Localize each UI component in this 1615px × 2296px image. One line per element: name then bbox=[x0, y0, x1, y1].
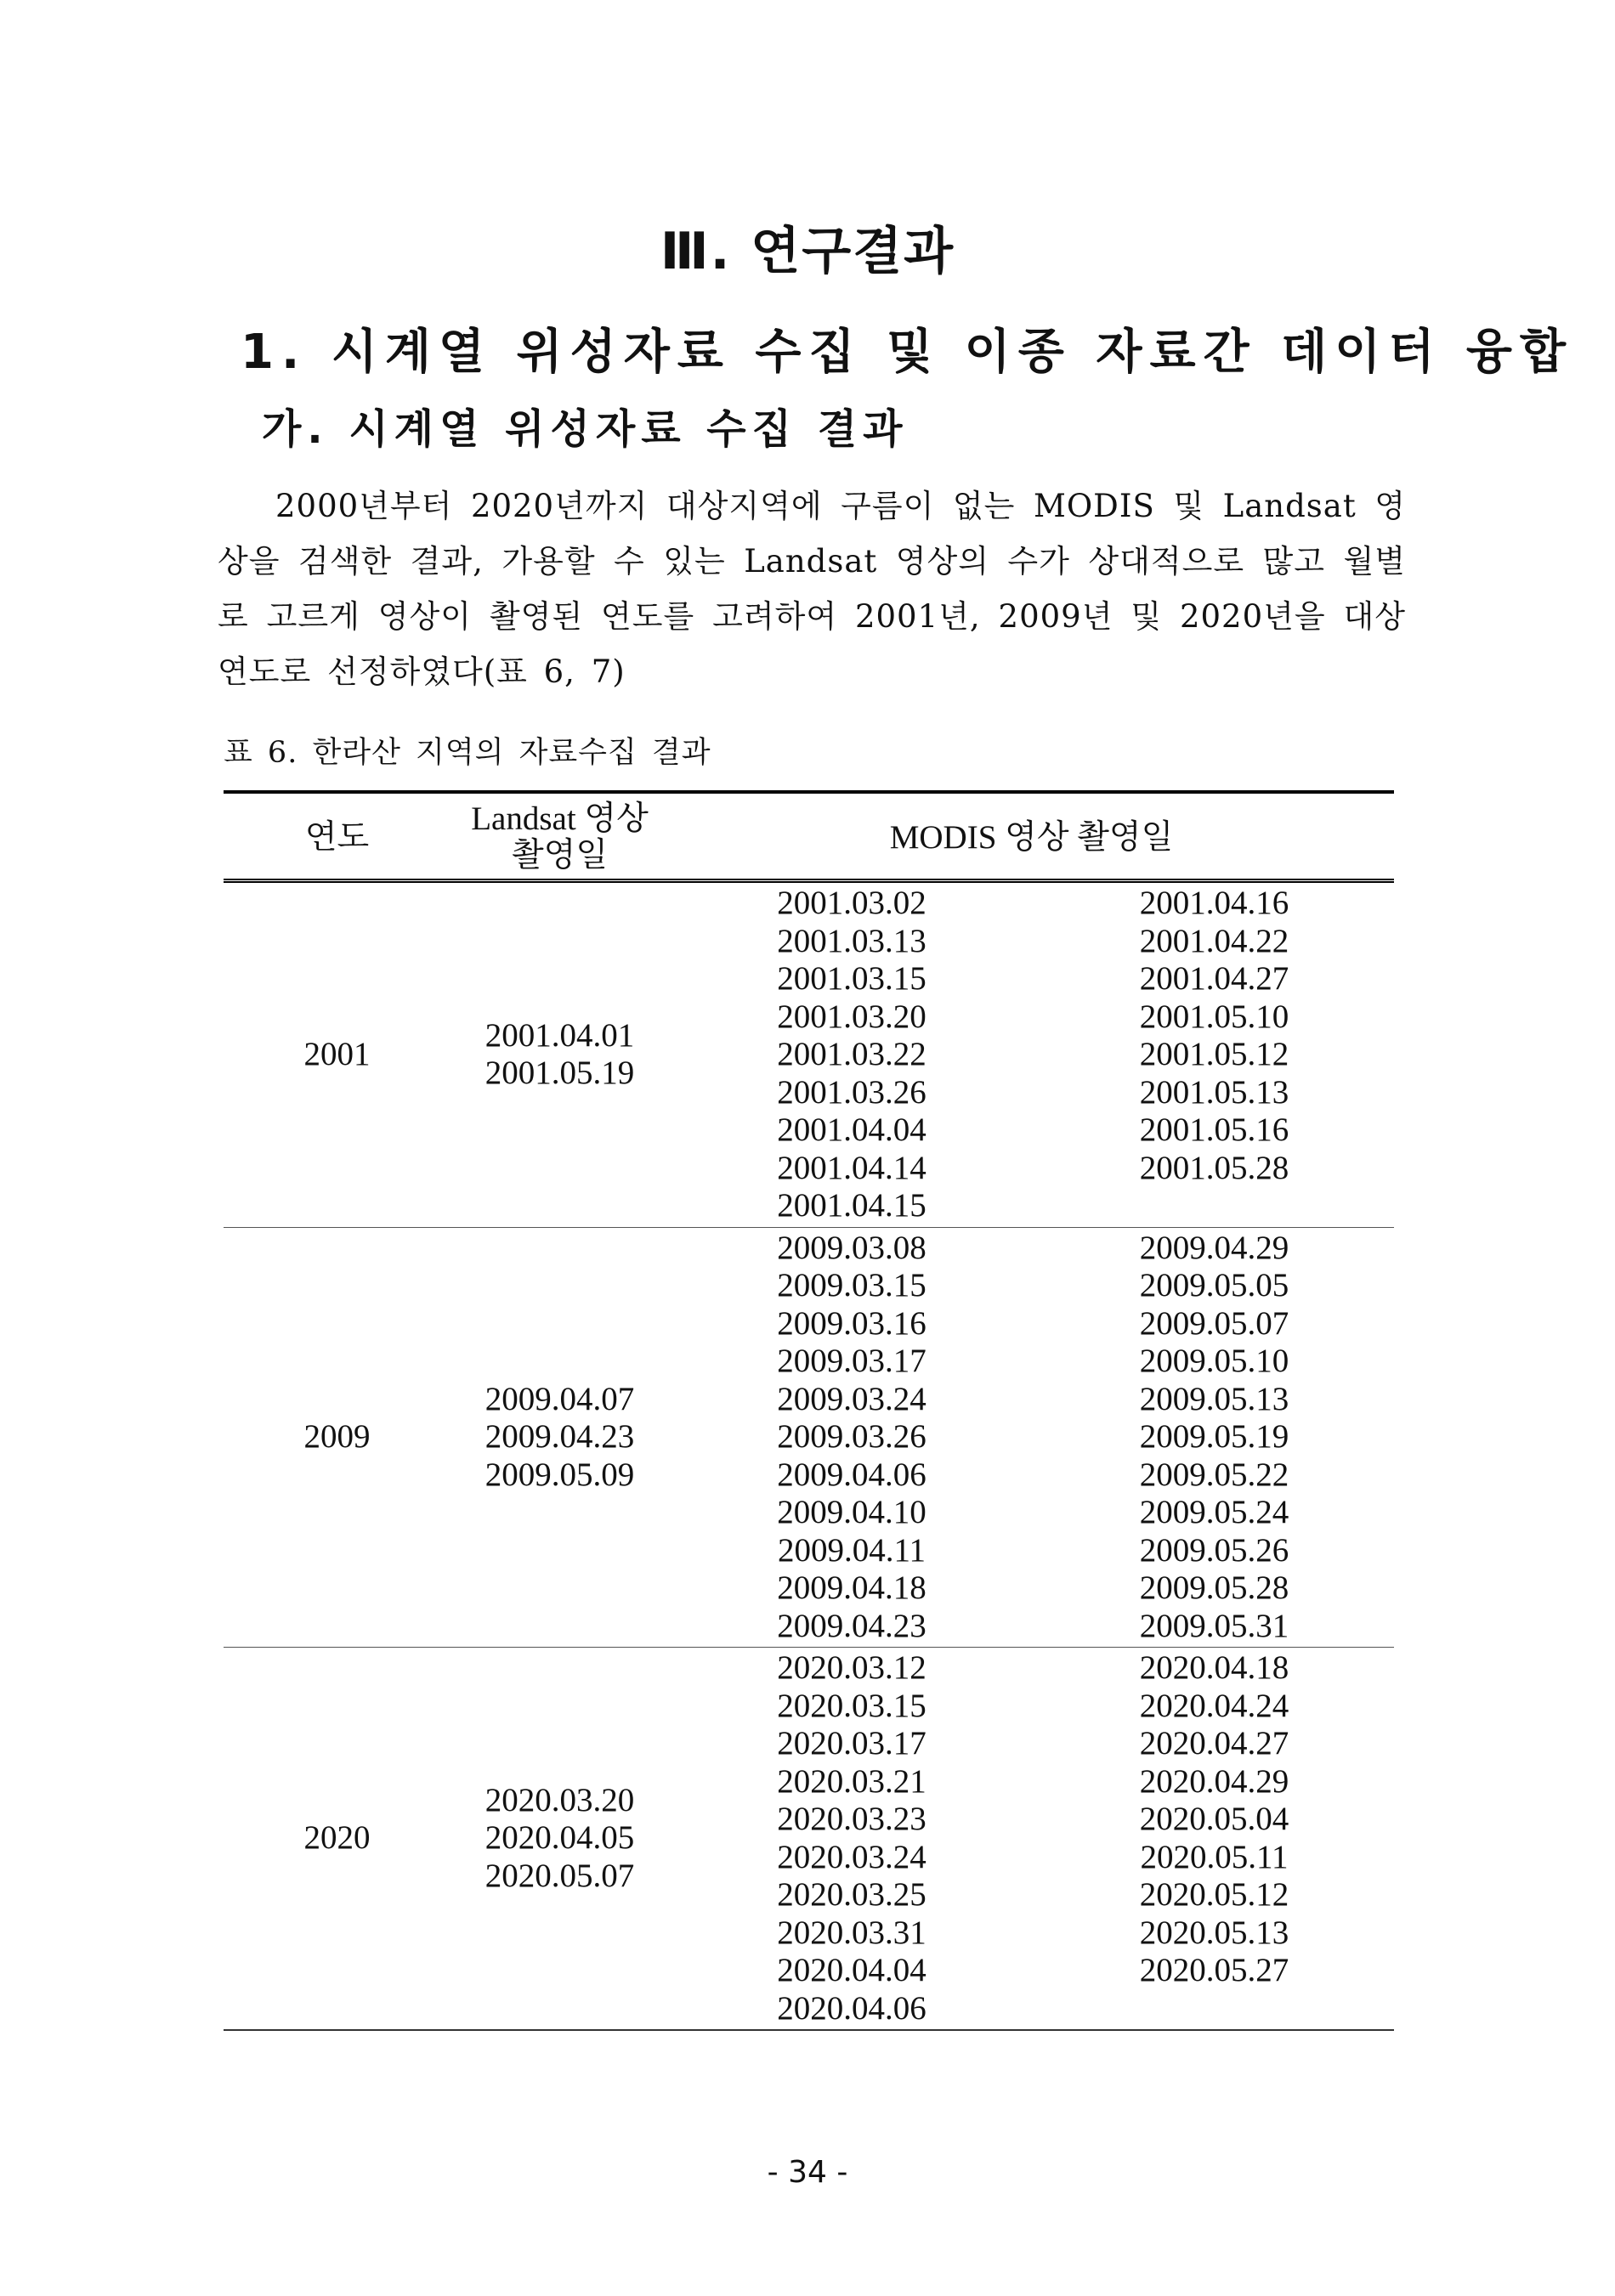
modis-date: 2001.04.27 bbox=[1139, 960, 1289, 997]
landsat-date: 2009.05.09 bbox=[484, 1456, 635, 1493]
landsat-dates-cell bbox=[450, 1648, 669, 2031]
data-collection-table bbox=[224, 790, 1394, 2031]
modis-date: 2009.05.31 bbox=[1139, 1607, 1289, 1644]
modis-date: 2001.05.10 bbox=[1139, 998, 1289, 1035]
modis-date: 2001.03.13 bbox=[777, 922, 926, 959]
table-row bbox=[224, 881, 1394, 1228]
modis-right-dates-cell bbox=[1034, 1227, 1394, 1648]
modis-date: 2001.05.13 bbox=[1139, 1073, 1289, 1111]
modis-date: 2001.03.26 bbox=[777, 1073, 926, 1111]
modis-date: 2001.03.02 bbox=[777, 885, 926, 921]
modis-date: 2020.04.29 bbox=[1139, 1762, 1289, 1800]
modis-date: 2001.03.22 bbox=[777, 1036, 926, 1072]
modis-date: 2020.05.13 bbox=[1139, 1914, 1289, 1951]
modis-right-dates-cell bbox=[1034, 1648, 1394, 2031]
modis-date: 2009.03.08 bbox=[777, 1229, 926, 1266]
modis-date: 2020.04.27 bbox=[1139, 1725, 1289, 1762]
modis-date: 2009.04.29 bbox=[1139, 1229, 1289, 1266]
modis-date: 2009.05.07 bbox=[1139, 1304, 1289, 1342]
modis-date: 2009.04.11 bbox=[777, 1531, 926, 1569]
modis-date: 2001.04.16 bbox=[1139, 885, 1289, 921]
table-header-row bbox=[224, 792, 1394, 881]
modis-date: 2009.05.10 bbox=[1139, 1343, 1289, 1379]
modis-date: 2009.05.19 bbox=[1139, 1418, 1289, 1455]
landsat-date: 2009.04.07 bbox=[484, 1380, 635, 1417]
modis-date: 2020.05.27 bbox=[1139, 1952, 1289, 1988]
table-caption: 표 6. 한라산 지역의 자료수집 결과 bbox=[224, 736, 711, 770]
modis-date: 2009.05.22 bbox=[1139, 1456, 1289, 1493]
modis-date: 2020.04.18 bbox=[1139, 1649, 1289, 1686]
modis-date: 2020.05.11 bbox=[1140, 1838, 1289, 1875]
modis-date: 2020.04.24 bbox=[1139, 1687, 1289, 1724]
year-cell: 2020 bbox=[224, 1648, 450, 2031]
chapter-title: Ⅲ. 연구결과 bbox=[660, 222, 955, 281]
landsat-date: 2020.05.07 bbox=[484, 1857, 635, 1894]
modis-date: 2020.03.31 bbox=[777, 1914, 926, 1951]
modis-date: 2009.03.17 bbox=[777, 1343, 926, 1379]
header-modis: MODIS 영상 촬영일 bbox=[669, 792, 1394, 881]
body-paragraph: 2000년부터 2020년까지 대상지역에 구름이 없는 MODIS 및 Landsat 영상을 검색한 결과, 가용할 수 있는 Landsat 영상의 수가 상대적으로 많고 월별로 고르게 영상이 촬영된 연도를 고려하여 2001년, 2009년 및 2020년을 대상연도로 선정하였다(표 6, 7) bbox=[218, 488, 1406, 690]
modis-date: 2001.03.20 bbox=[777, 998, 926, 1035]
modis-date: 2001.05.12 bbox=[1139, 1036, 1289, 1072]
subsection-title: 가. 시계열 위성자료 수집 결과 bbox=[262, 405, 909, 453]
modis-date: 2009.03.24 bbox=[777, 1380, 926, 1417]
modis-date: 2009.05.28 bbox=[1139, 1569, 1289, 1606]
modis-date: 2009.05.05 bbox=[1139, 1267, 1289, 1304]
modis-date: 2009.03.15 bbox=[777, 1267, 926, 1304]
modis-date: 2020.03.24 bbox=[777, 1838, 926, 1875]
header-landsat-line2: 촬영일 bbox=[511, 837, 609, 874]
landsat-date: 2020.03.20 bbox=[484, 1781, 635, 1818]
modis-date: 2001.04.14 bbox=[777, 1149, 926, 1186]
modis-date: 2020.04.06 bbox=[777, 1989, 926, 2027]
modis-date: 2009.04.23 bbox=[777, 1607, 926, 1644]
modis-date: 2001.05.28 bbox=[1139, 1149, 1289, 1186]
modis-date: 2020.03.12 bbox=[777, 1649, 926, 1686]
modis-date: 2009.03.26 bbox=[777, 1418, 926, 1455]
modis-date: 2020.03.25 bbox=[777, 1876, 926, 1913]
header-year: 연도 bbox=[224, 792, 450, 881]
header-landsat-line1: Landsat 영상 bbox=[471, 800, 649, 837]
year-cell: 2009 bbox=[224, 1227, 450, 1648]
landsat-date: 2001.05.19 bbox=[484, 1055, 635, 1092]
modis-date: 2020.04.04 bbox=[777, 1952, 926, 1988]
modis-right-dates-cell bbox=[1034, 881, 1394, 1228]
modis-date: 2020.05.12 bbox=[1139, 1876, 1289, 1913]
modis-date: 2001.04.22 bbox=[1139, 922, 1289, 959]
table-row bbox=[224, 1648, 1394, 2031]
modis-date: 2001.04.04 bbox=[777, 1111, 926, 1148]
modis-left-dates-cell bbox=[669, 1648, 1034, 2031]
landsat-date: 2020.04.05 bbox=[484, 1819, 635, 1857]
table-body bbox=[224, 881, 1394, 2031]
modis-date: 2009.04.18 bbox=[777, 1569, 926, 1606]
page-number: - 34 - bbox=[767, 2155, 848, 2190]
modis-left-dates-cell bbox=[669, 881, 1034, 1228]
section-title: 1. 시계열 위성자료 수집 및 이종 자료간 데이터 융합 bbox=[241, 325, 1574, 380]
modis-date: 2001.04.15 bbox=[777, 1187, 926, 1224]
header-landsat bbox=[450, 792, 669, 881]
table-row bbox=[224, 1227, 1394, 1648]
modis-date: 2009.04.06 bbox=[777, 1456, 926, 1493]
modis-date: 2020.03.23 bbox=[777, 1801, 926, 1837]
year-cell: 2001 bbox=[224, 881, 450, 1228]
modis-date: 2009.05.13 bbox=[1139, 1380, 1289, 1417]
landsat-date: 2009.04.23 bbox=[484, 1418, 635, 1455]
modis-date: 2001.05.16 bbox=[1139, 1111, 1289, 1148]
landsat-date: 2001.04.01 bbox=[484, 1016, 635, 1054]
modis-date: 2020.03.15 bbox=[777, 1687, 926, 1724]
modis-date: 2009.03.16 bbox=[777, 1304, 926, 1342]
modis-date: 2020.03.17 bbox=[777, 1725, 926, 1762]
modis-date: 2009.04.10 bbox=[777, 1494, 926, 1530]
landsat-dates-cell bbox=[450, 881, 669, 1228]
landsat-dates-cell bbox=[450, 1227, 669, 1648]
modis-date: 2020.03.21 bbox=[777, 1762, 926, 1800]
modis-date: 2009.05.26 bbox=[1139, 1531, 1289, 1569]
modis-date: 2020.05.04 bbox=[1139, 1801, 1289, 1837]
modis-left-dates-cell bbox=[669, 1227, 1034, 1648]
modis-date: 2001.03.15 bbox=[777, 960, 926, 997]
modis-date: 2009.05.24 bbox=[1139, 1494, 1289, 1530]
